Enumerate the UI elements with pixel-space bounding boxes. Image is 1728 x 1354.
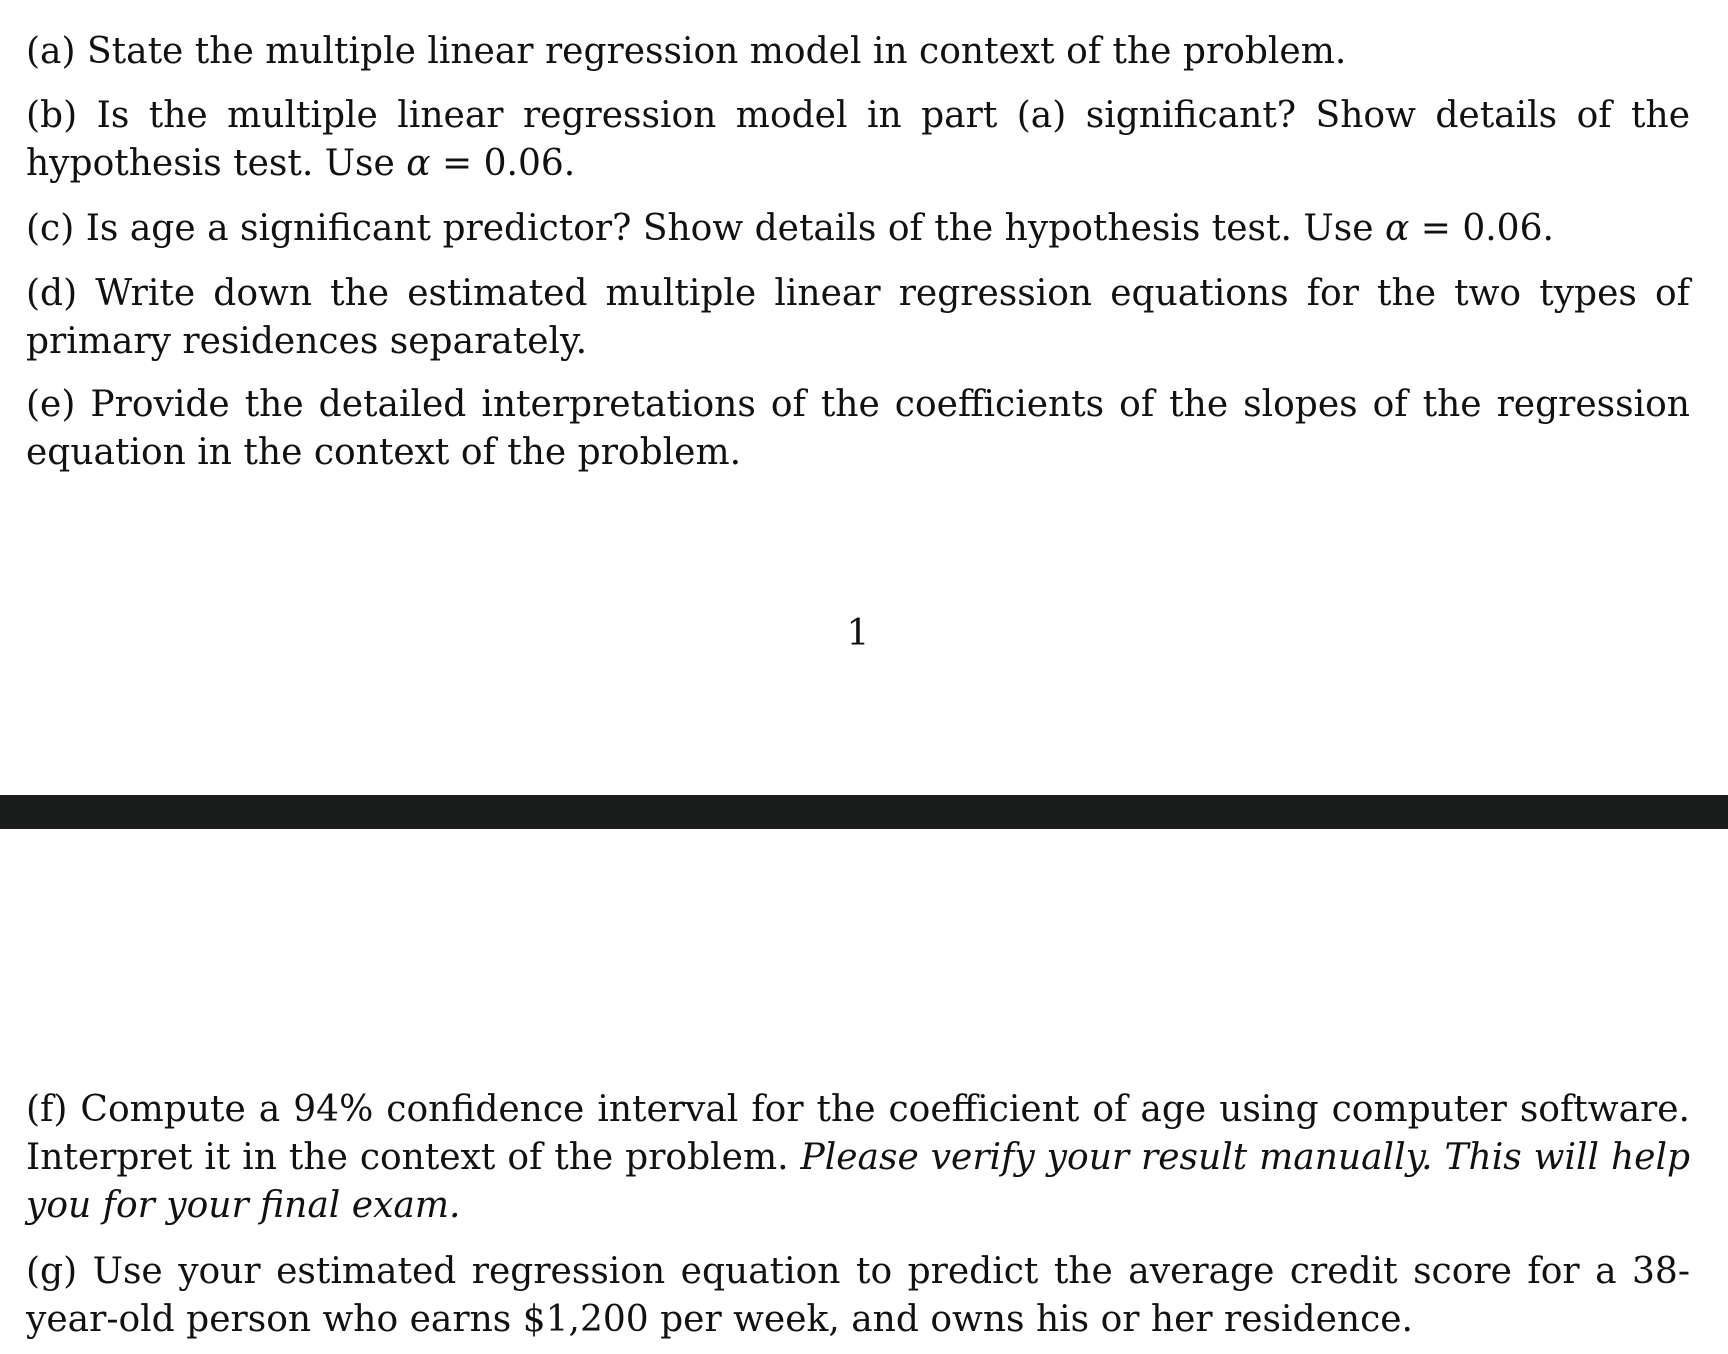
question-g-text: (g) Use your estimated regression equation to predict the average credit score for a 38-year-old person who earns $1,200 per week, and owns his or her residence.	[26, 1251, 1690, 1340]
question-b-value: = 0.06.	[430, 143, 576, 184]
question-b	[26, 92, 1690, 188]
question-e-text: (e) Provide the detailed interpretations of the coefficients of the slopes of the regression equation in the context of the problem.	[26, 384, 1690, 473]
document-page-2	[0, 829, 1728, 1354]
question-f	[26, 1086, 1690, 1230]
question-c-text: (c) Is age a significant predictor? Show details of the hypothesis test. Use	[26, 208, 1385, 249]
page-divider	[0, 795, 1728, 829]
question-a	[26, 28, 1690, 76]
question-b-alpha: α	[406, 143, 431, 184]
question-b-text: (b) Is the multiple linear regression model in part (a) significant? Show details of the hypothesis test. Use	[26, 95, 1690, 184]
question-d	[26, 270, 1690, 366]
question-e	[26, 381, 1690, 477]
question-c-value: = 0.06.	[1409, 208, 1554, 249]
question-g	[26, 1248, 1690, 1344]
page-number: 1	[846, 613, 870, 654]
question-f-italic-note: Please verify your result manually. This will help you for your final exam.	[26, 1137, 1691, 1226]
question-d-text: (d) Write down the estimated multiple linear regression equations for the two types of primary residences separately.	[26, 273, 1690, 362]
question-a-text: (a) State the multiple linear regression model in context of the problem.	[26, 31, 1347, 72]
question-f-text: (f) Compute a 94% confidence interval for the coefficient of age using computer software. Interpret it in the context of the problem.	[26, 1089, 1690, 1178]
question-c-alpha: α	[1384, 208, 1410, 249]
question-c	[26, 205, 1690, 253]
